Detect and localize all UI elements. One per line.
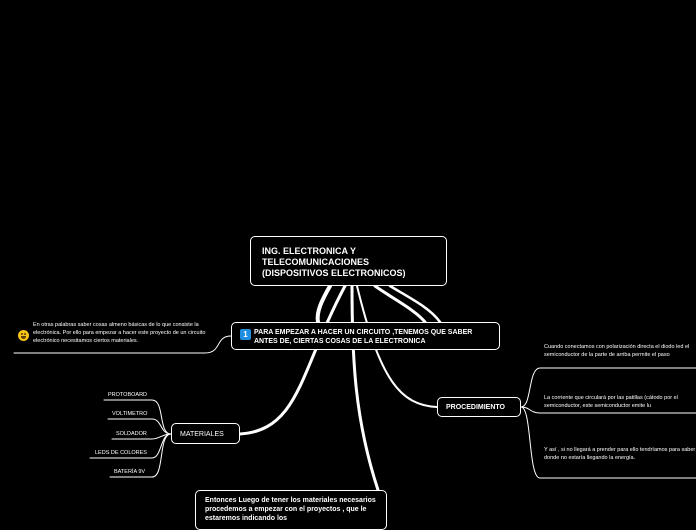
- link-root-materiales: [240, 286, 345, 434]
- intro-topic[interactable]: [231, 322, 500, 350]
- material-bateria[interactable]: BATERÍA 9V: [114, 469, 146, 475]
- procedimiento-item[interactable]: Cuando conectamos con polarización directa el diodo led el semiconductor de la parte de arriba permite el paso: [544, 344, 690, 358]
- procedimiento-item[interactable]: [544, 394, 696, 410]
- procedimiento-item[interactable]: Y así , si no llegará a prender para ello tendríamos para saber donde no estaría llegando la energía.: [544, 447, 696, 461]
- procedimiento-topic[interactable]: [437, 397, 521, 417]
- materiales-topic[interactable]: [171, 423, 240, 444]
- material-leds[interactable]: LEDS DE COLORES: [95, 450, 147, 456]
- procedimiento-item-text: La corriente que circulará por las patillas (cátodo por el semiconductor, este semiconductor emite lu: [544, 395, 678, 409]
- entonces-text: Entonces Luego de tener los materiales necesarios procedemos a empezar con el proyectos , que le estaremos indicando los: [205, 497, 376, 522]
- grinning-face-icon: [18, 330, 29, 341]
- material-voltimetro[interactable]: VOLTIMETRO: [112, 411, 148, 417]
- procedimiento-label: PROCEDIMIENTO: [446, 404, 505, 411]
- link-root-extra-2: [390, 286, 440, 322]
- material-protoboard[interactable]: PROTOBOARD: [108, 392, 148, 398]
- materiales-label: MATERIALES: [180, 431, 224, 438]
- intro-text: PARA EMPEZAR A HACER UN CIRCUITO ,TENEMOS QUE SABER ANTES DE, CIERTAS COSAS DE LA ELECTRONICA: [254, 329, 473, 345]
- root-topic[interactable]: [250, 236, 447, 286]
- root-title: ING. ELECTRONICA Y TELECOMUNICACIONES (DISPOSITIVOS ELECTRONICOS): [262, 246, 406, 278]
- link-root-intro: [318, 286, 330, 322]
- link-proc-item-3: [521, 407, 696, 478]
- material-soldador[interactable]: SOLDADOR: [116, 431, 147, 437]
- entonces-topic[interactable]: [195, 490, 387, 530]
- number-one-icon: 1: [240, 329, 251, 340]
- intro-note[interactable]: En otras palabras saber cosas almeno básicas de lo que consiste la electrónica. Por ello para empezar a hacer este proyecto de un circuito electrónico necesitamos ciertos materiales.: [33, 322, 206, 344]
